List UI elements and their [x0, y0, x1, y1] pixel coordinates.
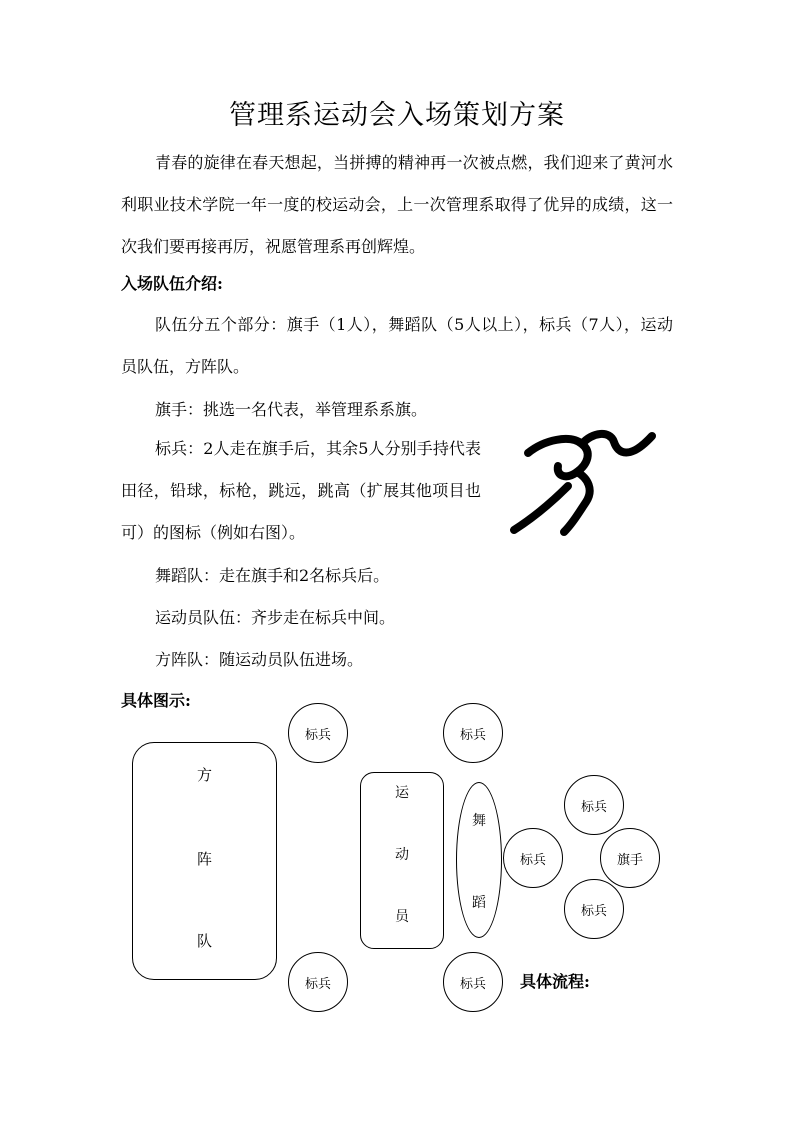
- diagram-heading: 具体图示:: [121, 691, 191, 710]
- runner-pictogram-icon: [506, 420, 656, 540]
- process-heading: 具体流程:: [520, 972, 590, 991]
- dance-team-paragraph: 舞蹈队：走在旗手和2名标兵后。: [155, 566, 390, 585]
- guard-circle: [503, 828, 563, 888]
- guard-circle: [288, 703, 348, 763]
- guard-label: 标兵: [459, 976, 486, 992]
- document-title: 管理系运动会入场策划方案: [229, 100, 565, 131]
- athletes-char-2: 动: [395, 847, 409, 863]
- guard-circle: [564, 879, 624, 939]
- guard-label: 标兵: [459, 727, 486, 743]
- team-intro-heading: 入场队伍介绍:: [121, 274, 223, 293]
- flag-bearer-paragraph: 旗手：挑选一名代表，举管理系系旗。: [155, 400, 428, 419]
- athletes-paragraph: 运动员队伍：齐步走在标兵中间。: [155, 608, 396, 627]
- guard-label: 标兵: [519, 852, 546, 868]
- guard-circle: [288, 952, 348, 1012]
- intro-paragraph: 青春的旋律在春天想起，当拼搏的精神再一次被点燃，我们迎来了黄河水利职业技术学院一年一度的校运动会，上一次管理系取得了优异的成绩，这一次我们要再接再厉，祝愿管理系再创辉煌。: [121, 153, 673, 256]
- dance-char-1: 舞: [472, 813, 486, 829]
- formation-block: [132, 742, 277, 980]
- formation-char-2: 阵: [196, 850, 212, 868]
- guard-label: 标兵: [580, 799, 607, 815]
- flag-bearer-circle: [600, 828, 660, 888]
- athletes-char-3: 员: [395, 909, 409, 925]
- guard-circle: [443, 952, 503, 1012]
- dance-char-2: 蹈: [472, 895, 486, 911]
- guard-circle: [443, 703, 503, 763]
- dance-team-ellipse: [456, 782, 502, 938]
- athletes-block: [360, 772, 444, 949]
- formation-char-1: 方: [196, 766, 212, 784]
- athletes-char-1: 运: [395, 785, 409, 801]
- guard-label: 标兵: [304, 727, 331, 743]
- guards-paragraph: 标兵：2人走在旗手后，其余5人分别手持代表田径，铅球，标枪，跳远，跳高（扩展其他项目也可）的图标（例如右图）。: [121, 439, 481, 542]
- formation-paragraph: 方阵队：随运动员队伍进场。: [155, 650, 364, 669]
- flag-bearer-label: 旗手: [616, 852, 643, 868]
- guard-circle: [564, 775, 624, 835]
- guard-label: 标兵: [580, 903, 607, 919]
- team-overview-paragraph: 队伍分五个部分：旗手（1人），舞蹈队（5人以上），标兵（7人），运动员队伍，方阵队。: [121, 315, 673, 376]
- guard-label: 标兵: [304, 976, 331, 992]
- formation-char-3: 队: [196, 932, 212, 950]
